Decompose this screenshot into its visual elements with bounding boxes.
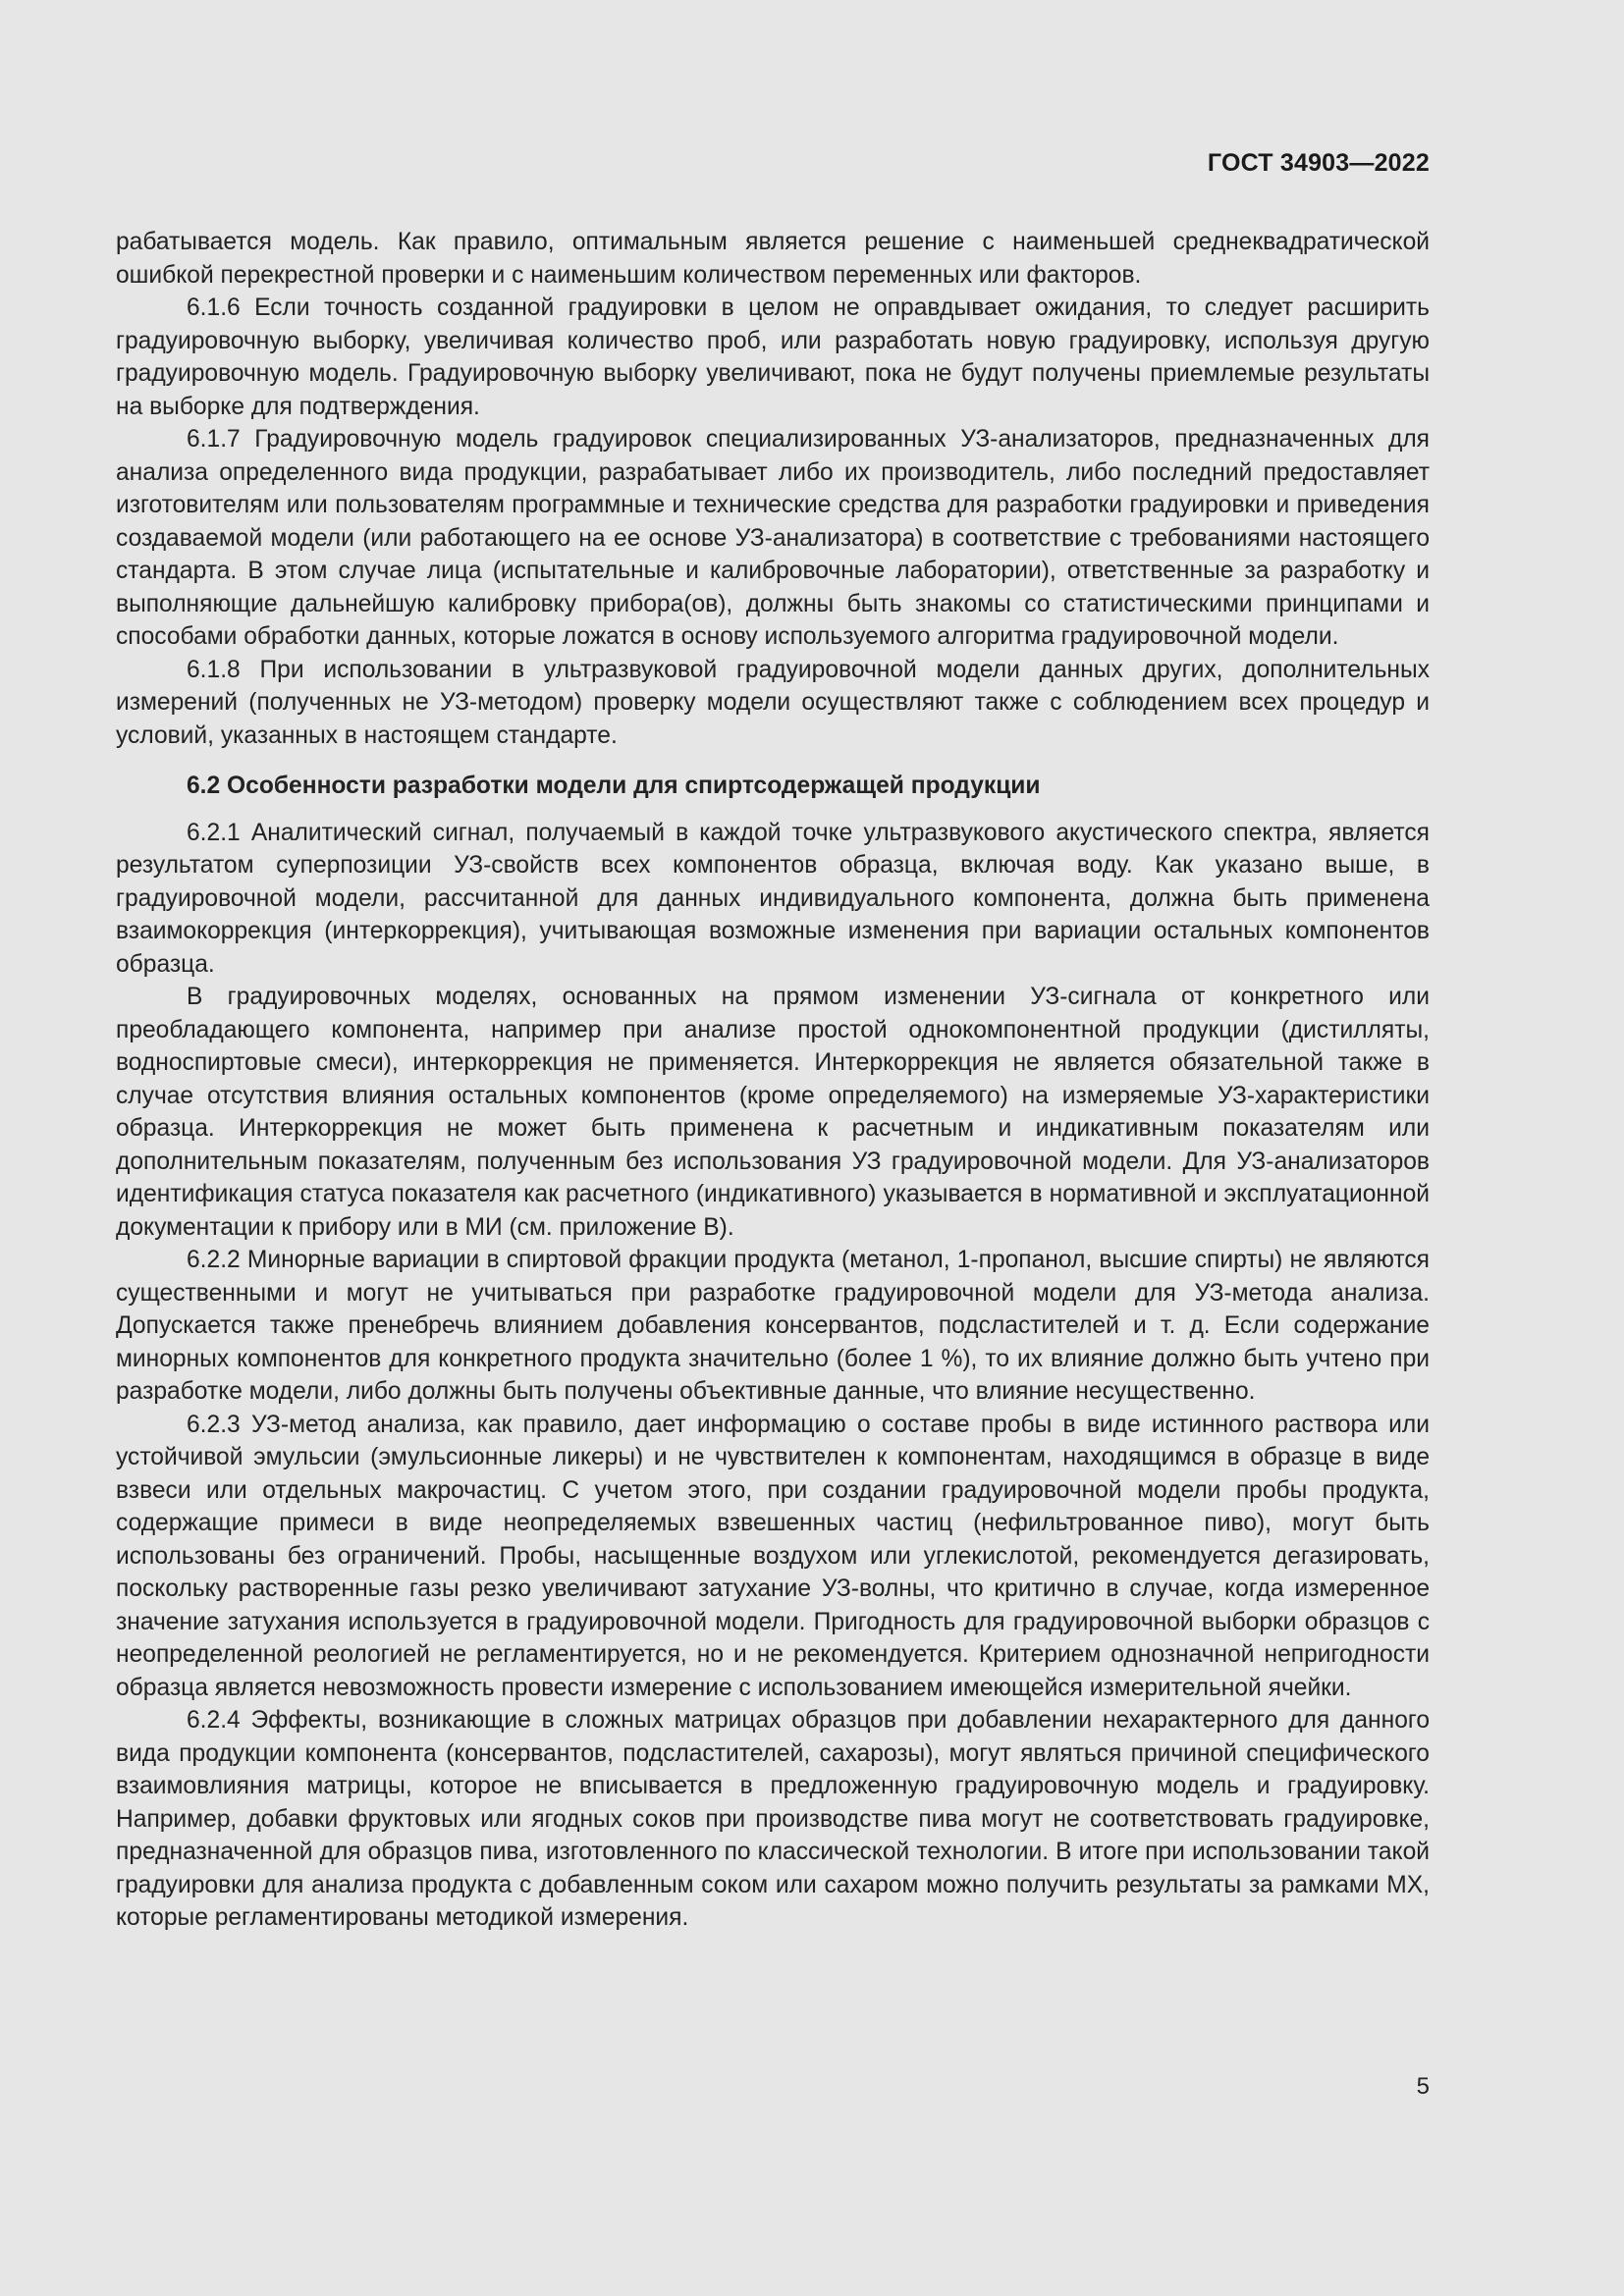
paragraph-6-2-1: 6.2.1 Аналитический сигнал, получаемый в каждой точке ультразвукового акустического спектра, является результатом суперпозиции УЗ-свойств всех компонентов образца, включая воду. Как указано выше, в градуировочной модели, рассчитанной для данных индивидуального компонента, должна быть применена взаимокоррекция (интеркоррекция), учитывающая возможные изменения при вариации остальных компонентов образца.: [116, 819, 1430, 978]
document-body: [116, 226, 1430, 1935]
paragraph-6-1-6: 6.1.6 Если точность созданной градуировки в целом не оправдывает ожидания, то следует расширить градуировочную выборку, увеличивая количество проб, или разработать новую градуировку, используя другую градуировочную модель. Градуировочную выборку увеличивают, пока не будут получены приемлемые результаты на выборке для подтверждения.: [116, 294, 1430, 420]
paragraph-6-2-4: 6.2.4 Эффекты, возникающие в сложных матрицах образцов при добавлении нехарактерного для данного вида продукции компонента (консервантов, подсластителей, сахарозы), могут являться причиной специфического взаимовлияния матрицы, которое не вписывается в предложенную градуировочную модель и градуировку. Например, добавки фруктовых или ягодных соков при производстве пива могут не соответствовать градуировке, предназначенной для образцов пива, изготовленного по классической технологии. В итоге при использовании такой градуировки для анализа продукта с добавленным соком или сахаром можно получить результаты за рамками МХ, которые регламентированы методикой измерения.: [116, 1707, 1430, 1931]
paragraph-6-1-7: 6.1.7 Градуировочную модель градуировок специализированных УЗ-анализаторов, предназначенных для анализа определенного вида продукции, разрабатывает либо их производитель, либо последний предоставляет изготовителям или пользователям программные и технические средства для разработки градуировки и приведения создаваемой модели (или работающего на ее основе УЗ-анализатора) в соответствие с требованиями настоящего стандарта. В этом случае лица (испытательные и калибровочные лаборатории), ответственные за разработку и выполняющие дальнейшую калибровку прибора(ов), должны быть знакомы со статистическими принципами и способами обработки данных, которые ложатся в основу используемого алгоритма градуировочной модели.: [116, 426, 1430, 650]
document-header-gost-number: ГОСТ 34903—2022: [1207, 149, 1430, 177]
page-number: 5: [1416, 2073, 1430, 2100]
paragraph-continuation: рабатывается модель. Как правило, оптимальным является решение с наименьшей среднеквадратической ошибкой перекрестной проверки и с наименьшим количеством переменных или факторов.: [116, 229, 1430, 289]
section-heading-6-2: 6.2 Особенности разработки модели для спиртсодержащей продукции: [187, 773, 1041, 799]
paragraph-6-2-1-continued: В градуировочных моделях, основанных на прямом изменении УЗ-сигнала от конкретного или преобладающего компонента, например при анализе простой однокомпонентной продукции (дистилляты, водноспиртовые смеси), интеркоррекция не применяется. Интеркоррекция не является обязательной также в случае отсутствия влияния остальных компонентов (кроме определяемого) на измеряемые УЗ-характеристики образца. Интеркоррекция не может быть применена к расчетным и индикативным показателям или дополнительным показателям, полученным без использования УЗ градуировочной модели. Для УЗ-анализаторов идентификация статуса показателя как расчетного (индикативного) указывается в нормативной и эксплуатационной документации к прибору или в МИ (см. приложение В).: [116, 984, 1430, 1241]
paragraph-6-1-8: 6.1.8 При использовании в ультразвуковой градуировочной модели данных других, дополнительных измерений (полученных не УЗ-методом) проверку модели осуществляют также с соблюдением всех процедур и условий, указанных в настоящем стандарте.: [116, 656, 1430, 749]
paragraph-6-2-3: 6.2.3 УЗ-метод анализа, как правило, дает информацию о составе пробы в виде истинного раствора или устойчивой эмульсии (эмульсионные ликеры) и не чувствителен к компонентам, находящимся в образце в виде взвеси или отдельных макрочастиц. С учетом этого, при создании градуировочной модели пробы продукта, содержащие примеси в виде неопределяемых взвешенных частиц (нефильтрованное пиво), могут быть использованы без ограничений. Пробы, насыщенные воздухом или углекислотой, рекомендуется дегазировать, поскольку растворенные газы резко увеличивают затухание УЗ-волны, что критично в случае, когда измеренное значение затухания используется в градуировочной модели. Пригодность для градуировочной выборки образцов с неопределенной реологией не регламентируется, но и не рекомендуется. Критерием однозначной непригодности образца является невозможность провести измерение с использованием имеющейся измерительной ячейки.: [116, 1411, 1430, 1701]
paragraph-6-2-2: 6.2.2 Минорные вариации в спиртовой фракции продукта (метанол, 1-пропанол, высшие спирты) не являются существенными и могут не учитываться при разработке градуировочной модели для УЗ-метода анализа. Допускается также пренебречь влиянием добавления консервантов, подсластителей и т. д. Если содержание минорных компонентов для конкретного продукта значительно (более 1 %), то их влияние должно быть учтено при разработке модели, либо должны быть получены объективные данные, что влияние несущественно.: [116, 1247, 1430, 1405]
